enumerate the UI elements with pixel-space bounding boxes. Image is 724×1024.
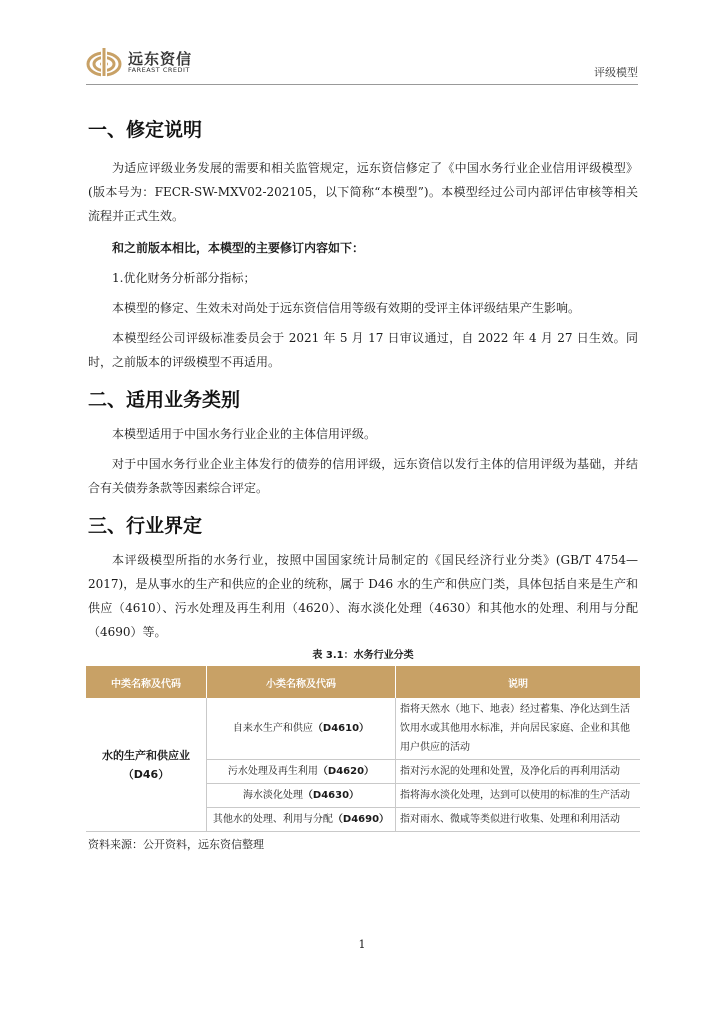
section-1-paragraph-1: 为适应评级业务发展的需要和相关监管规定，远东资信修定了《中国水务行业企业信用评级模型》(版本号为：FECR-SW-MXV02-202105，以下简称“本模型”)。本模型经过公司内部评估审核等相关流程并正式生效。 xyxy=(88,161,638,223)
table-caption: 表 3.1：水务行业分类 xyxy=(312,650,414,661)
section-1-title: 一、修定说明 xyxy=(88,119,203,141)
minor-category-name: 海水淡化处理 xyxy=(242,790,303,801)
table-source-note: 资料来源：公开资料，远东资信整理 xyxy=(88,838,264,851)
section-3-title: 三、行业界定 xyxy=(88,515,203,537)
table-header-row xyxy=(86,666,640,698)
section-1-paragraph-2: 和之前版本相比，本模型的主要修订内容如下： xyxy=(112,241,365,255)
section-1-paragraph-4: 本模型的修定、生效未对尚处于远东资信信用等级有效期的受评主体评级结果产生影响。 xyxy=(112,301,581,315)
description-cell: 指将海水淡化处理，达到可以使用的标准的生产活动 xyxy=(396,784,641,808)
industry-classification-table xyxy=(86,666,640,832)
header-description: 说明 xyxy=(396,666,641,698)
description-cell: 指将天然水（地下、地表）经过蓄集、净化达到生活饮用水或其他用水标准，并向居民家庭、企业和其他用户供应的活动 xyxy=(396,698,641,760)
description-cell: 指对污水泥的处理和处置，及净化后的再利用活动 xyxy=(396,760,641,784)
minor-category-name: 污水处理及再生利用 xyxy=(227,766,318,777)
minor-category-code: （D4690） xyxy=(332,814,390,825)
section-1-paragraph-3: 1.优化财务分析部分指标； xyxy=(112,271,256,285)
minor-category-cell xyxy=(207,784,396,808)
header-minor-category: 小类名称及代码 xyxy=(207,666,396,698)
section-label: 评级模型 xyxy=(594,66,638,79)
header-major-category: 中类名称及代码 xyxy=(86,666,207,698)
minor-category-name: 其他水的处理、利用与分配 xyxy=(212,814,333,825)
minor-category-name: 自来水生产和供应 xyxy=(232,723,313,734)
major-category-name: 水的生产和供应业 xyxy=(102,748,190,762)
page-header xyxy=(86,40,638,82)
page-number: 1 xyxy=(358,938,366,951)
minor-category-cell xyxy=(207,760,396,784)
header-divider xyxy=(86,84,638,85)
minor-category-cell xyxy=(207,808,396,832)
major-category-code: （D46） xyxy=(122,767,170,781)
section-2-title: 二、适用业务类别 xyxy=(88,389,241,411)
description-cell: 指对雨水、微咸等类似进行收集、处理和利用活动 xyxy=(396,808,641,832)
brand-name: 远东资信 xyxy=(128,50,193,68)
section-2-paragraph-1: 本模型适用于中国水务行业企业的主体信用评级。 xyxy=(112,427,377,441)
table-row xyxy=(86,698,640,760)
section-3-paragraph-1: 本评级模型所指的水务行业，按照中国国家统计局制定的《国民经济行业分类》(GB/T 4754—2017)，是从事水的生产和供应的企业的统称，属于 D46 水的生产和供应门类，具体包括自来是生产和供应（4610）、污水处理及再生利用（4620）、海水淡化处理（4630）和其他水的处理、利用与分配（4690）等。 xyxy=(88,553,638,639)
brand-name-english: FAREAST CREDIT xyxy=(128,66,190,74)
document-body xyxy=(88,112,638,854)
fareast-logo-icon xyxy=(86,44,122,80)
major-category-cell xyxy=(86,698,207,832)
minor-category-code: （D4630） xyxy=(302,790,360,801)
section-1-paragraph-5: 本模型经公司评级标准委员会于 2021 年 5 月 17 日审议通过，自 2022 年 4 月 27 日生效。同时，之前版本的评级模型不再适用。 xyxy=(88,331,638,369)
minor-category-code: （D4620） xyxy=(317,766,375,777)
section-2-paragraph-2: 对于中国水务行业企业主体发行的债券的信用评级，远东资信以发行主体的信用评级为基础，并结合有关债券条款等因素综合评定。 xyxy=(88,457,638,495)
minor-category-cell xyxy=(207,698,396,760)
minor-category-code: （D4610） xyxy=(312,723,370,734)
